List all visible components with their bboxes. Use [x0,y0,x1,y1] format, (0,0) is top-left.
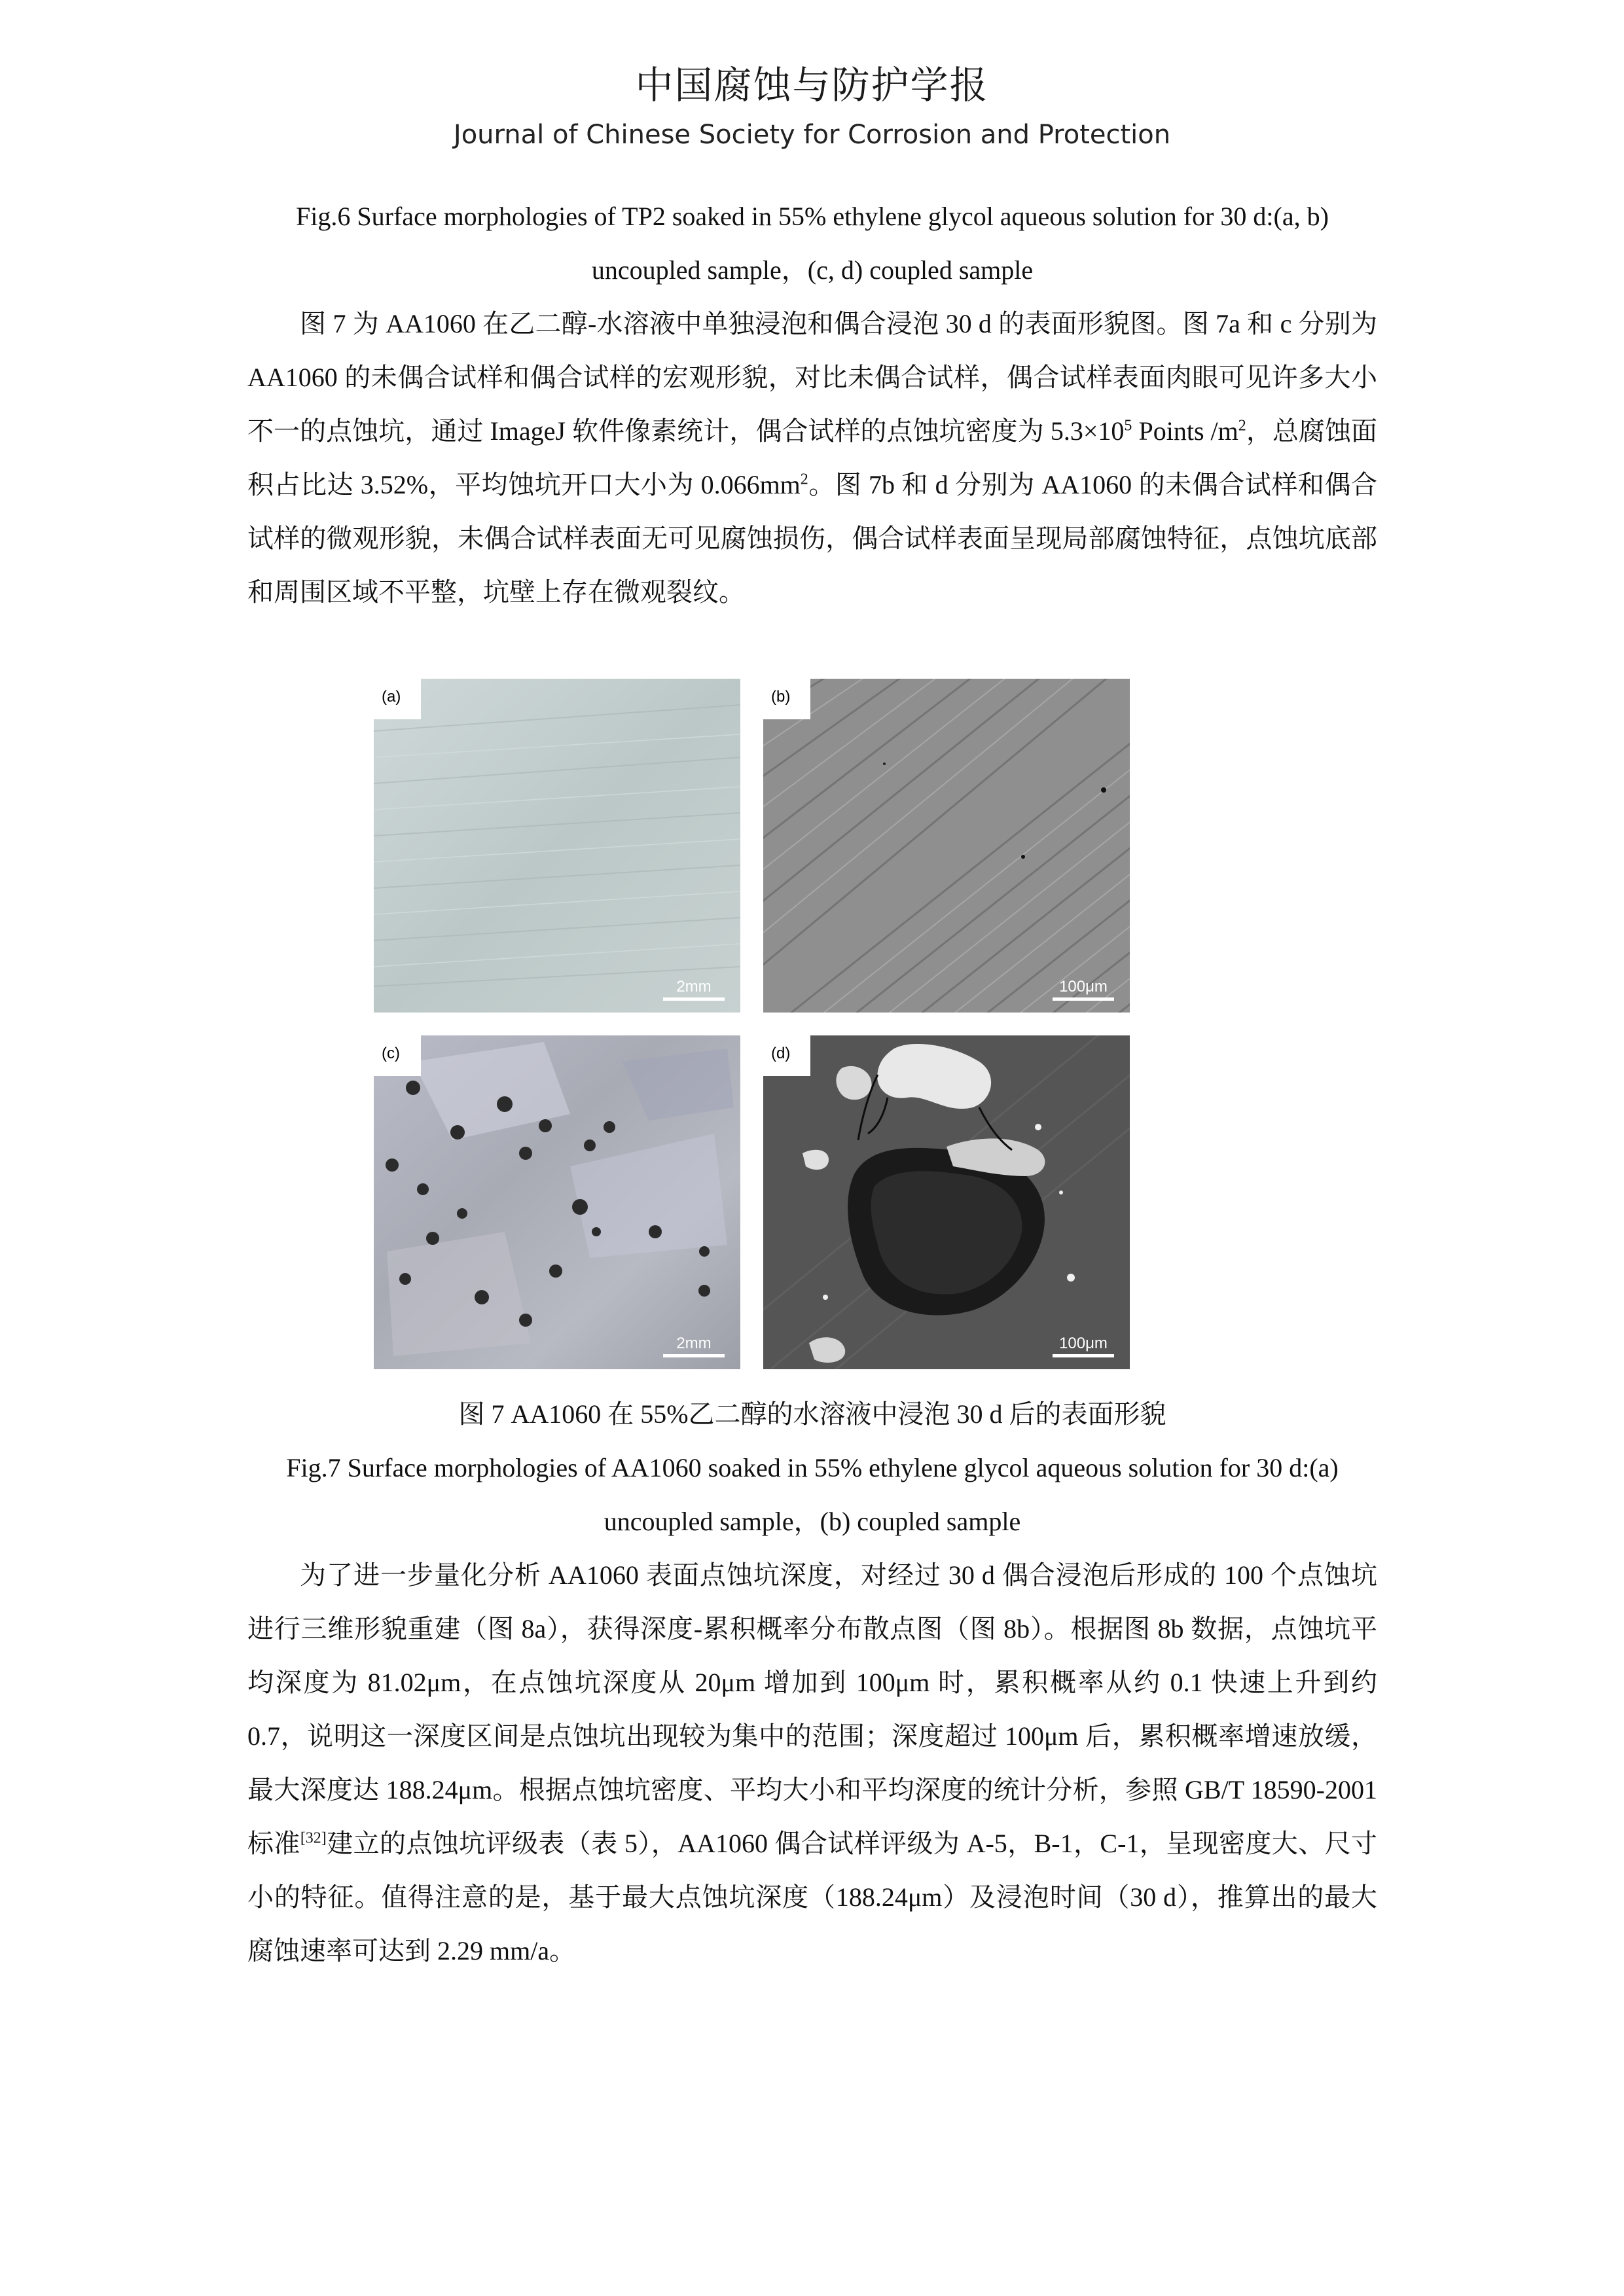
scale-bar [663,1335,725,1357]
scale-bar [1053,978,1114,1001]
panel-label: (c) [374,1035,421,1076]
panel-c-image [374,1035,740,1369]
figure-7-panel-d [763,1035,1130,1369]
paragraph-1-part-3: ，总腐蚀面积占比达 3.52%，平均蚀坑开口大小为 0.066mm [247,416,1378,499]
journal-title-en: Journal of Chinese Society for Corrosion and Protection [453,120,1171,150]
figure-7-panel-b [763,679,1130,1013]
citation-ref: [32] [300,1829,327,1847]
superscript: 2 [1238,417,1246,435]
panel-d-image [763,1035,1130,1369]
scale-bar [663,978,725,1001]
article-body-continued [247,1388,1377,1978]
paragraph-1-part-4: 。图 7b 和 d 分别为 AA1060 的未偶合试样和偶合试样的微观形貌，未偶合试样表面无可见腐蚀损伤，偶合试样表面呈现局部腐蚀特征，点蚀坑底部和周围区域不平整，坑壁上存在微观裂纹。 [247,470,1377,607]
paragraph-2-part-2: 建立的点蚀坑评级表（表 5），AA1060 偶合试样评级为 A-5，B-1，C-1，呈现密度大、尺寸小的特征。值得注意的是，基于最大点蚀坑深度（188.24μm）及浸泡时间（30 d），推算出的最大腐蚀速率可达到 2.29 mm/a。 [247,1829,1378,1965]
scale-bar-label: 100μm [1059,1335,1108,1352]
figure-7-panel-c [374,1035,740,1369]
paragraph-2 [247,1549,1377,1978]
panel-label: (d) [763,1035,810,1076]
scale-bar-line [1053,1354,1114,1357]
scale-bar-line [663,997,725,1001]
panel-b-image [763,679,1130,1013]
scale-bar-label: 100μm [1059,978,1108,996]
paragraph-1-part-1: 图 7 为 AA1060 在乙二醇-水溶液中单独浸泡和偶合浸泡 30 d 的表面形貌图。图 7a 和 c 分别为 AA1060 的未偶合试样和偶合试样的宏观形貌，对比未偶合试样，偶合试样表面肉眼可见许多大小不一的点蚀坑，通过 ImageJ 软件像素统计，偶合试样的点蚀坑密度为 5.3×10 [247,309,1377,446]
panel-label: (b) [763,679,810,719]
paragraph-1-part-2: Points /m [1132,416,1238,446]
figure-7-panel-a [374,679,740,1013]
panel-label: (a) [374,679,421,719]
page-header [0,59,1624,153]
superscript: 5 [1124,417,1132,435]
scale-bar-line [663,1354,725,1357]
fig6-caption-en: Fig.6 Surface morphologies of TP2 soaked in 55% ethylene glycol aqueous solution for 30 d:(a, b) uncoupled sample，(c, d) coupled sample [296,202,1329,285]
scale-bar-line [1053,997,1114,1001]
paragraph-2-part-1: 为了进一步量化分析 AA1060 表面点蚀坑深度，对经过 30 d 偶合浸泡后形成的 100 个点蚀坑进行三维形貌重建（图 8a），获得深度-累积概率分布散点图（图 8b）。根据图 8b 数据，点蚀坑平均深度为 81.02μm，在点蚀坑深度从 20μm 增加到 100μm 时，累积概率从约 0.1 快速上升到约 0.7，说明这一深度区间是点蚀坑出现较为集中的范围；深度超过 100μm 后，累积概率增速放缓，最大深度达 188.24μm。根据点蚀坑密度、平均大小和平均深度的统计分析，参照 GB/T 18590-2001 标准 [247,1560,1377,1858]
figure-7 [374,679,1277,1382]
scale-bar-label: 2mm [676,1335,712,1352]
scale-bar-label: 2mm [676,978,712,996]
journal-title-cn: 中国腐蚀与防护学报 [635,63,989,107]
fig7-caption-en: Fig.7 Surface morphologies of AA1060 soaked in 55% ethylene glycol aqueous solution for 30 d:(a) uncoupled sample，(b) coupled sample [286,1453,1339,1536]
scale-bar [1053,1335,1114,1357]
article-body [247,190,1377,619]
panel-a-image [374,679,740,1013]
paragraph-1 [247,297,1377,619]
superscript: 2 [800,471,808,488]
fig7-caption-cn: 图 7 AA1060 在 55%乙二醇的水溶液中浸泡 30 d 后的表面形貌 [458,1399,1166,1429]
